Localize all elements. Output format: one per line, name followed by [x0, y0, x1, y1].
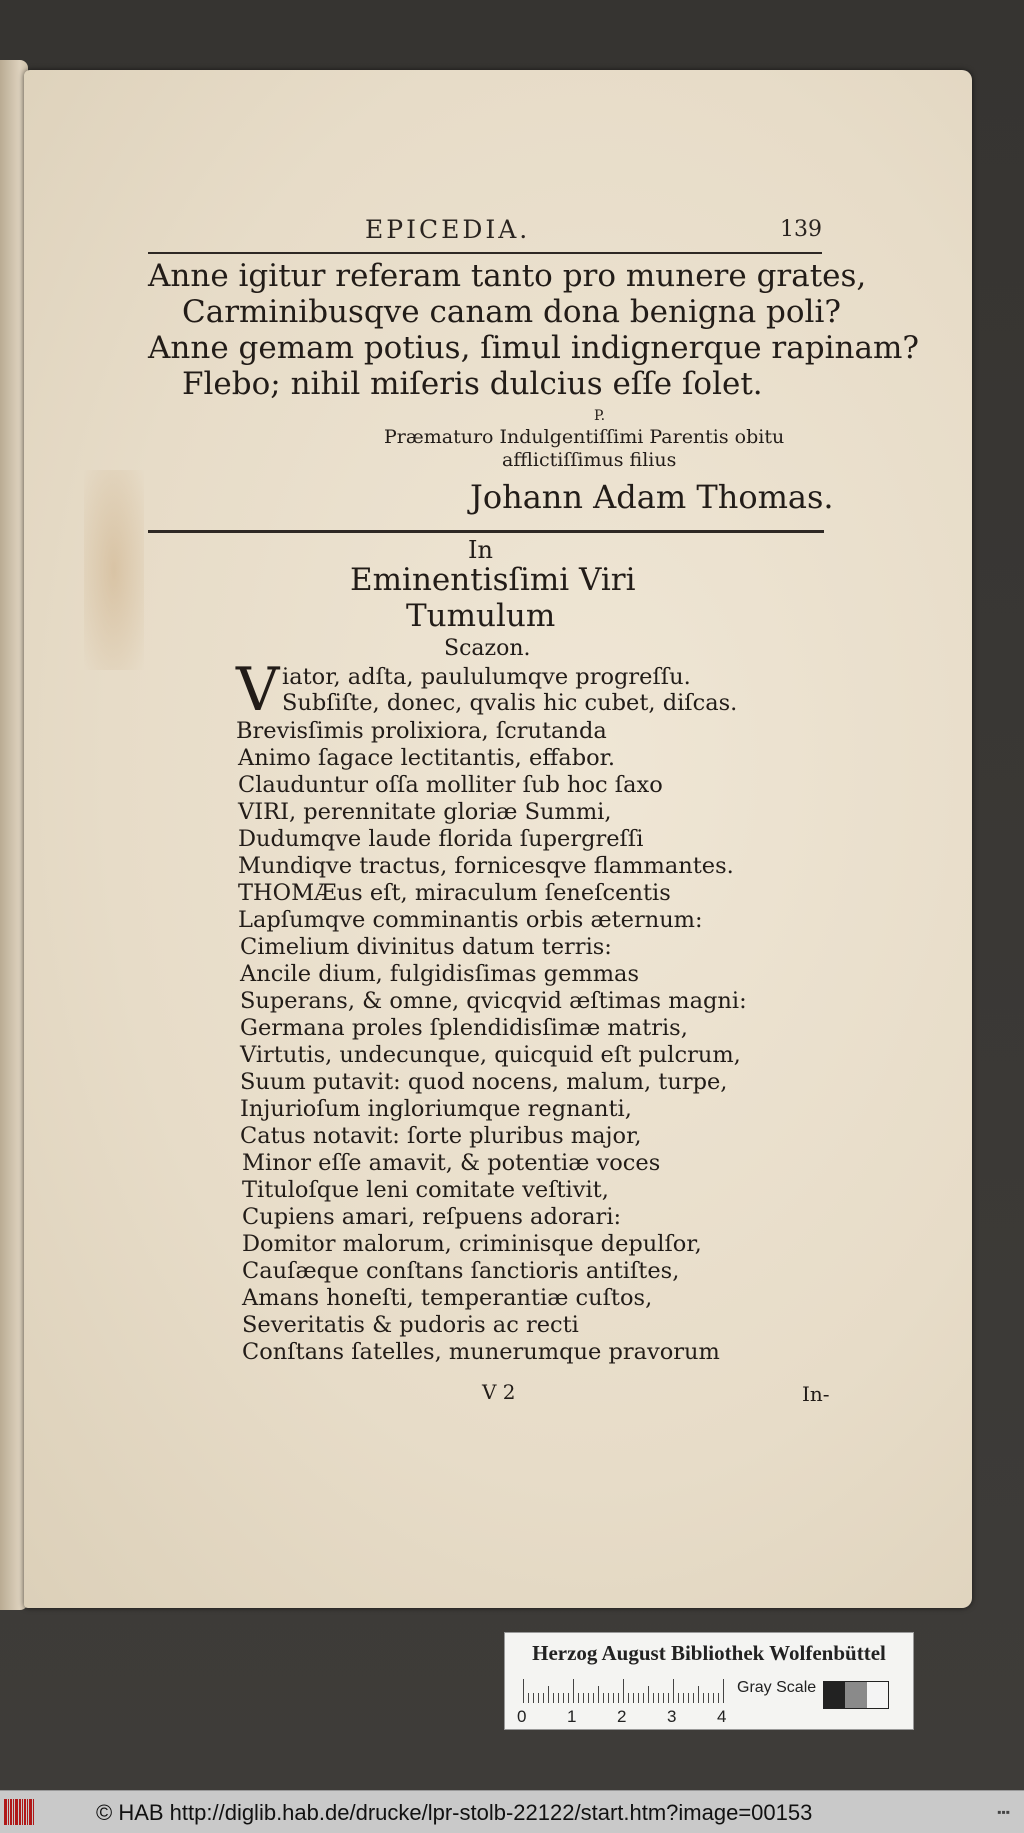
ruler-tick — [603, 1693, 604, 1703]
ruler-tick — [668, 1693, 669, 1703]
heading-in: In — [468, 536, 493, 564]
gray-swatch-mid — [845, 1682, 866, 1708]
gray-swatch-dark — [824, 1682, 845, 1708]
ruler-tick — [573, 1679, 574, 1703]
ruler-tick — [673, 1679, 674, 1703]
ruler-tick — [703, 1693, 704, 1703]
ruler-tick — [648, 1686, 649, 1703]
library-color-card — [504, 1632, 914, 1730]
running-header — [150, 215, 822, 253]
ruler-tick — [683, 1693, 684, 1703]
poem-line: Superans, & omne, qvicqvid æſtimas magni: — [240, 988, 747, 1014]
section-rule — [148, 530, 824, 533]
poem-line: Brevisſimis prolixiora, ſcrutanda — [236, 718, 607, 744]
poem-line: Minor eſſe amavit, & potentiæ voces — [242, 1150, 661, 1176]
ruler-tick — [623, 1679, 624, 1703]
ruler-tick — [538, 1693, 539, 1703]
ruler-tick — [558, 1693, 559, 1703]
poem-line: Cimelium divinitus datum terris: — [240, 934, 612, 960]
verse-line-2: Carminibusqve canam dona benigna poli? — [182, 294, 842, 330]
poem-line: Conſtans ſatelles, munerumque pravorum — [242, 1339, 720, 1365]
ruler-tick — [613, 1693, 614, 1703]
signer-name: Johann Adam Thomas. — [470, 478, 834, 516]
dedication-line-2: afflictiſſimus filius — [502, 449, 677, 471]
poem-line: Lapſumqve comminantis orbis æternum: — [238, 907, 703, 933]
gray-scale-swatches — [823, 1681, 889, 1709]
logo-stripe — [33, 1799, 34, 1825]
ruler-tick — [698, 1686, 699, 1703]
poem-line: VIRI, perennitate gloriæ Summi, — [238, 799, 612, 825]
ruler-tick — [628, 1693, 629, 1703]
poem-line: Catus notavit: ſorte pluribus major, — [240, 1123, 642, 1149]
logo-stripe — [15, 1799, 18, 1825]
logo-stripe — [10, 1799, 12, 1825]
ruler-tick — [563, 1693, 564, 1703]
dedication-p: P. — [594, 408, 606, 424]
ruler-number: 1 — [567, 1707, 577, 1726]
ruler-tick — [718, 1693, 719, 1703]
ruler-tick — [608, 1693, 609, 1703]
ruler-tick — [568, 1693, 569, 1703]
poem-line: Cupiens amari, reſpuens adorari: — [242, 1204, 622, 1230]
ruler-tick — [633, 1693, 634, 1703]
poem-line: Dudumqve laude florida ſupergreſſi — [238, 826, 644, 852]
logo-stripe — [27, 1799, 28, 1825]
ruler-tick — [653, 1693, 654, 1703]
ruler-tick — [598, 1686, 599, 1703]
ruler-tick — [528, 1693, 529, 1703]
catchword: In- — [802, 1382, 830, 1406]
meter-label: Scazon. — [444, 636, 531, 661]
ruler-tick — [548, 1686, 549, 1703]
signature-mark: V 2 — [482, 1380, 516, 1404]
poem-line: Domitor malorum, criminisque depulſor, — [242, 1231, 702, 1257]
library-name: Herzog August Bibliothek Wolfenbüttel — [532, 1641, 886, 1665]
ruler-number: 0 — [517, 1707, 527, 1726]
drop-capital: V — [236, 655, 280, 725]
ruler-tick — [583, 1693, 584, 1703]
ruler-tick — [618, 1693, 619, 1703]
logo-stripe — [24, 1799, 26, 1825]
heading-line-2: Tumulum — [406, 598, 556, 634]
ruler-tick — [693, 1693, 694, 1703]
running-title: EPICEDIA. — [365, 215, 531, 244]
logo-stripe — [13, 1799, 14, 1825]
verse-line-3: Anne gemam potius, ſimul indignerque rapinam? — [148, 330, 919, 366]
poem-line: Injurioſum ingloriumque regnanti, — [240, 1096, 632, 1122]
poem-line: Animo ſagace lectitantis, effabor. — [238, 745, 616, 771]
poem-line: Ancile dium, fulgidisſimas gemmas — [240, 961, 640, 987]
ruler-tick — [713, 1693, 714, 1703]
ruler-tick — [638, 1693, 639, 1703]
poem-line: Clauduntur oſſa molliter ſub hoc ſaxo — [238, 772, 663, 798]
ruler-tick — [658, 1693, 659, 1703]
verse-line-1: Anne igitur referam tanto pro munere grates, — [148, 258, 867, 294]
page-number: 139 — [780, 217, 822, 242]
header-rule — [148, 252, 822, 254]
hab-logo-icon — [4, 1799, 46, 1825]
heading-line-1: Eminentisſimi Viri — [350, 562, 636, 598]
dedication-line-1: Præmaturo Indulgentiſſimi Parentis obitu — [384, 426, 785, 448]
poem-line: Suum putavit: quod nocens, malum, turpe, — [240, 1069, 728, 1095]
ruler-tick — [593, 1693, 594, 1703]
ruler-tick — [543, 1693, 544, 1703]
logo-stripe — [4, 1799, 7, 1825]
ruler-tick — [578, 1693, 579, 1703]
logo-stripe — [8, 1799, 9, 1825]
footer-credit: © HAB http://diglib.hab.de/drucke/lpr-stolb-22122/start.htm?image=00153 — [96, 1800, 813, 1825]
ruler-tick — [688, 1693, 689, 1703]
ruler-tick — [663, 1693, 664, 1703]
poem-line-2: Subſiſte, donec, qvalis hic cubet, diſcas. — [282, 690, 738, 716]
ruler-number: 3 — [667, 1707, 677, 1726]
ruler-tick — [643, 1693, 644, 1703]
ruler-number: 4 — [717, 1707, 727, 1726]
poem-line: Tituloſque leni comitate veſtivit, — [242, 1177, 609, 1203]
poem-line-1: iator, adſta, paululumqve progreſſu. — [282, 664, 691, 690]
ruler-tick — [533, 1693, 534, 1703]
ruler-tick — [708, 1693, 709, 1703]
logo-stripe — [19, 1799, 21, 1825]
ruler-tick — [678, 1693, 679, 1703]
ruler-number: 2 — [617, 1707, 627, 1726]
ruler-tick — [553, 1693, 554, 1703]
logo-stripe — [22, 1799, 23, 1825]
ruler-tick — [523, 1679, 524, 1703]
footer-bar — [0, 1790, 1024, 1833]
ruler-tick — [588, 1693, 589, 1703]
poem-line: Severitatis & pudoris ac recti — [242, 1312, 579, 1338]
gray-scale-label: Gray Scale — [737, 1679, 817, 1696]
gray-swatch-light — [867, 1682, 888, 1708]
poem-line: Cauſæque conſtans ſanctioris antiſtes, — [242, 1258, 680, 1284]
poem-line: THOMÆus eſt, miraculum ſeneſcentis — [238, 880, 671, 906]
poem-line: Virtutis, undecunque, quicquid eſt pulcrum, — [240, 1042, 741, 1068]
verse-line-4: Flebo; nihil miſeris dulcius eſſe ſolet. — [182, 366, 763, 402]
poem-line: Mundiqve tractus, fornicesqve flammantes. — [238, 853, 734, 879]
ruler-tick — [723, 1679, 724, 1703]
ruler-scale — [523, 1677, 733, 1703]
poem-line: Amans honeſti, temperantiæ cuſtos, — [242, 1285, 653, 1311]
more-icon[interactable]: ▪▪▪ — [997, 1805, 1010, 1819]
poem-line: Germana proles ſplendidisſimæ matris, — [240, 1015, 688, 1041]
logo-stripe — [29, 1799, 32, 1825]
page-stain — [84, 470, 144, 670]
